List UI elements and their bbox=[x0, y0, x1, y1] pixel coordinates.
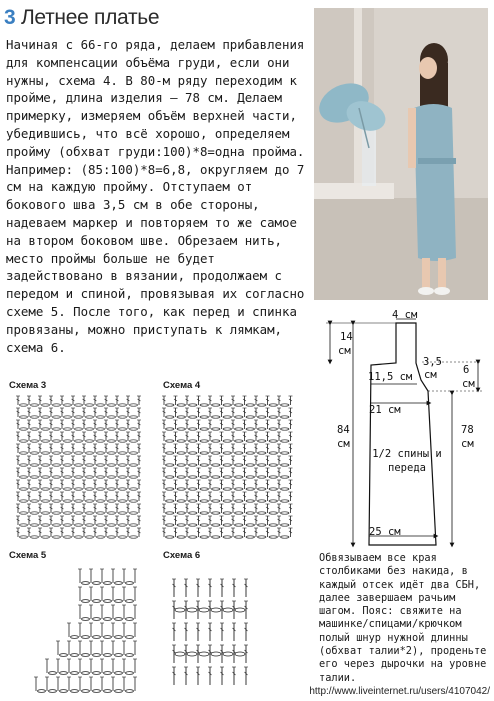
dim-center-label: 1/2 спины и переда bbox=[372, 448, 442, 474]
dim-shoulder: 11,5 см bbox=[368, 371, 413, 383]
schema-4-label: Схема 4 bbox=[163, 380, 201, 391]
dim-body-length-num: 78 bbox=[461, 424, 474, 436]
dim-body-length-unit: см bbox=[461, 438, 474, 450]
title-text: Летнее платье bbox=[20, 6, 160, 29]
schema-5-label: Схема 5 bbox=[9, 550, 47, 561]
schema-6-chart bbox=[168, 575, 258, 694]
edging-instructions: Обвязываем все края столбиками без накида, в каждый отсек идёт два СБН, далее завершаем рачьим шагом. Пояс: свяжите на машинке/спицами/крючком полый шнур нужной длинны (обхват талии*2), проденьте его через дырочки на уровне талии. bbox=[319, 552, 487, 684]
dim-top-width: 4 см bbox=[392, 309, 418, 321]
instructions-paragraph: Начиная с 66-го ряда, делаем прибавления для компенсации объёма груди, если они нужны, схема 4. В 80-м ряду переходим к пройме, длина изделия – 78 см. Делаем примерку, измеряем объём верхней части, убедившись, что всё хорошо, определяем пройму (обхват груди:100)*8=одна пройма. Например: (85:100)*8=6,8, округляем до 7 см на каждую пройму. Отступаем от бокового шва 3,5 см в обе стороны, надеваем маркер и повторяем то же самое на втором боковом шве. Обрезаем нить, место проймы больше не будет задействовано в вязании, продолжаем с передом и спиной, провязывая их согласно схеме 5. После того, как перед и спинка провязаны, можно приступать к лямкам, схема 6. bbox=[6, 37, 305, 355]
dim-strap-height-num: 14 bbox=[340, 331, 353, 343]
dim-total-length-num: 84 bbox=[337, 424, 350, 436]
dress-photo bbox=[314, 8, 488, 300]
dim-total-length-unit: см bbox=[337, 438, 350, 450]
dim-armhole-depth-unit: см bbox=[462, 378, 475, 390]
source-url: http://www.liveinternet.ru/users/4107042/ bbox=[309, 686, 490, 697]
schema-3-chart bbox=[14, 394, 154, 546]
schema-4-chart bbox=[160, 394, 305, 546]
dim-strap-height-unit: см bbox=[338, 345, 351, 357]
dim-bottom-width: 25 см bbox=[369, 526, 401, 538]
dim-armhole-offset: 3,5 bbox=[423, 356, 442, 368]
schema-5-chart bbox=[8, 565, 148, 701]
dim-armhole-offset-unit: см bbox=[424, 369, 437, 381]
dim-armhole-depth-num: 6 bbox=[463, 364, 470, 376]
schema-3-label: Схема 3 bbox=[9, 380, 47, 391]
dim-mid-width: 21 см bbox=[369, 404, 401, 416]
title-number: 3 bbox=[4, 6, 16, 29]
page-title bbox=[4, 6, 159, 30]
schema-6-label: Схема 6 bbox=[163, 550, 201, 561]
